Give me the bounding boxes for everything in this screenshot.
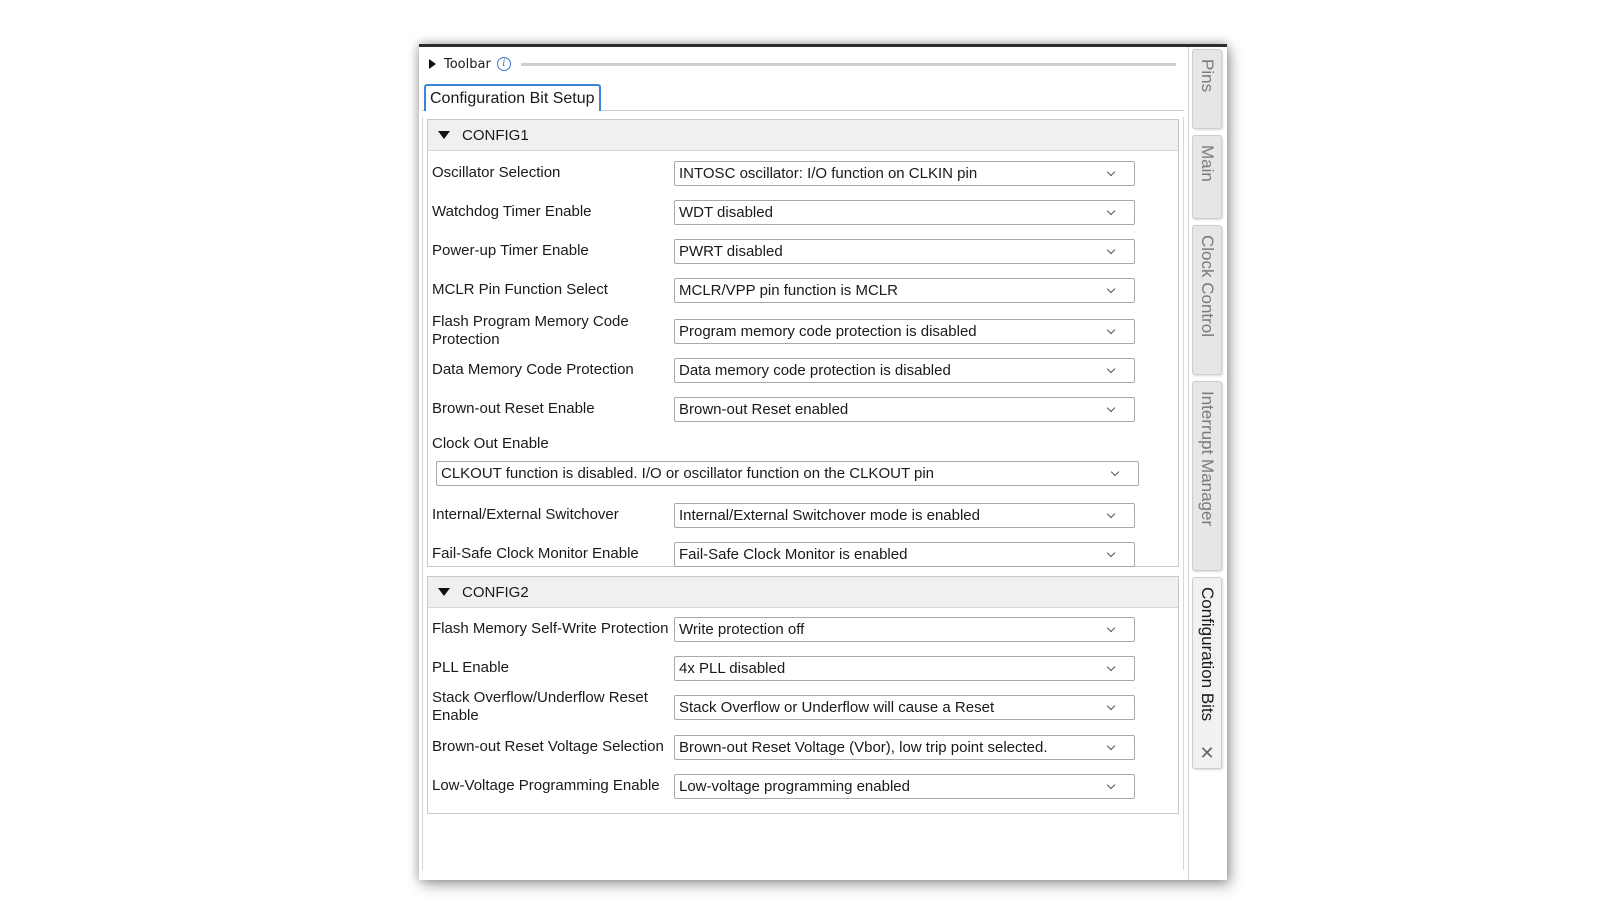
info-icon[interactable]: i [497, 57, 511, 71]
setting-label: Flash Program Memory Code Protection [432, 313, 629, 348]
chevron-down-icon [1107, 206, 1115, 214]
chevron-down-icon [1107, 245, 1115, 253]
oscillator-selection-dropdown[interactable] [674, 161, 1135, 186]
close-icon[interactable]: ✕ [1199, 743, 1215, 764]
setting-row [432, 392, 1174, 426]
dropdown-value: Brown-out Reset enabled [679, 400, 849, 418]
switchover-dropdown[interactable] [674, 503, 1135, 528]
settings-scroll-area [422, 117, 1184, 870]
side-tab-label: Pins [1198, 59, 1217, 93]
power-up-timer-dropdown[interactable] [674, 239, 1135, 264]
pll-enable-dropdown[interactable] [674, 656, 1135, 681]
tab-configuration-bit-setup[interactable]: Configuration Bit Setup [424, 84, 601, 111]
side-tab-interrupt-manager[interactable] [1192, 381, 1222, 571]
setting-label: Clock Out Enable [432, 435, 549, 452]
dropdown-value: Fail-Safe Clock Monitor is enabled [679, 545, 908, 563]
dropdown-value: WDT disabled [679, 203, 773, 221]
chevron-down-icon [1107, 623, 1115, 631]
low-voltage-programming-dropdown[interactable] [674, 774, 1135, 799]
chevron-down-icon [1107, 741, 1115, 749]
setting-row [432, 156, 1174, 190]
fail-safe-monitor-dropdown[interactable] [674, 542, 1135, 567]
setting-row [432, 498, 1174, 532]
setting-label: Brown-out Reset Voltage Selection [432, 738, 664, 755]
chevron-down-icon [1107, 701, 1115, 709]
setting-label: PLL Enable [432, 659, 510, 676]
setting-label: MCLR Pin Function Select [432, 281, 608, 298]
config1-section [427, 119, 1179, 567]
setting-label: Fail-Safe Clock Monitor Enable [432, 545, 639, 562]
dropdown-value: Data memory code protection is disabled [679, 361, 951, 379]
setting-label: Low-Voltage Programming Enable [432, 777, 660, 794]
config1-header[interactable] [428, 120, 1178, 151]
setting-label: Power-up Timer Enable [432, 242, 589, 259]
chevron-down-icon [1107, 167, 1115, 175]
dropdown-value: PWRT disabled [679, 242, 783, 260]
setting-row [432, 651, 1174, 685]
self-write-protection-dropdown[interactable] [674, 617, 1135, 642]
collapse-icon[interactable] [438, 131, 450, 139]
toolbar-toggle[interactable] [429, 54, 1184, 74]
dropdown-value: CLKOUT function is disabled. I/O or oscillator function on the CLKOUT pin [441, 465, 935, 482]
toolbar-label: Toolbar [444, 56, 491, 72]
side-tab-label: Configuration Bits [1198, 587, 1217, 722]
setting-row [432, 610, 1174, 648]
dropdown-value: Internal/External Switchover mode is enabled [679, 506, 980, 524]
chevron-down-icon [1107, 284, 1115, 292]
config2-title: CONFIG2 [462, 583, 529, 601]
side-tab-configuration-bits[interactable] [1192, 577, 1222, 769]
mclr-pin-dropdown[interactable] [674, 278, 1135, 303]
toolbar-divider [521, 63, 1176, 66]
side-tab-label: Main [1198, 145, 1217, 182]
dropdown-value: MCLR/VPP pin function is MCLR [679, 281, 898, 299]
chevron-down-icon [1107, 364, 1115, 372]
chevron-down-icon [1107, 325, 1115, 333]
data-code-protection-dropdown[interactable] [674, 358, 1135, 383]
dropdown-value: Program memory code protection is disabled [679, 322, 977, 340]
dropdown-value: INTOSC oscillator: I/O function on CLKIN pin [679, 164, 978, 182]
config1-title: CONFIG1 [462, 126, 529, 144]
brown-out-reset-dropdown[interactable] [674, 397, 1135, 422]
setting-label: Flash Memory Self-Write Protection [432, 620, 669, 637]
side-tab-clock-control[interactable] [1192, 225, 1222, 375]
setting-label: Oscillator Selection [432, 164, 561, 181]
setting-row [432, 537, 1174, 571]
setting-label: Brown-out Reset Enable [432, 400, 595, 417]
setting-label: Stack Overflow/Underflow Reset Enable [432, 689, 648, 724]
tab-strip [422, 83, 1184, 111]
mcc-window [419, 44, 1227, 880]
flash-code-protection-dropdown[interactable] [674, 319, 1135, 344]
chevron-down-icon [1107, 662, 1115, 670]
dropdown-value: 4x PLL disabled [679, 659, 786, 677]
setting-label: Internal/External Switchover [432, 506, 619, 523]
bor-voltage-dropdown[interactable] [674, 735, 1135, 760]
dropdown-value: Stack Overflow or Underflow will cause a Reset [679, 698, 995, 716]
watchdog-timer-dropdown[interactable] [674, 200, 1135, 225]
clock-out-dropdown[interactable] [436, 461, 1139, 486]
side-tab-bar [1189, 47, 1227, 880]
chevron-down-icon [1111, 468, 1119, 476]
side-tab-label: Clock Control [1198, 235, 1217, 338]
chevron-down-icon [1107, 780, 1115, 788]
setting-row [432, 769, 1174, 803]
setting-label: Data Memory Code Protection [432, 361, 634, 378]
config2-header[interactable] [428, 577, 1178, 608]
setting-row [432, 688, 1174, 726]
setting-row [432, 730, 1174, 764]
chevron-down-icon [1107, 509, 1115, 517]
content-pane [419, 47, 1189, 880]
stack-overflow-reset-dropdown[interactable] [674, 695, 1135, 720]
setting-row [432, 312, 1174, 350]
setting-row [432, 234, 1174, 268]
side-tab-pins[interactable] [1192, 49, 1222, 129]
side-tab-main[interactable] [1192, 135, 1222, 219]
setting-label: Watchdog Timer Enable [432, 203, 592, 220]
side-tab-label: Interrupt Manager [1198, 391, 1217, 527]
dropdown-value: Write protection off [679, 620, 805, 638]
expand-icon[interactable] [429, 59, 436, 69]
dropdown-value: Low-voltage programming enabled [679, 777, 910, 795]
setting-row [432, 273, 1174, 307]
chevron-down-icon [1107, 548, 1115, 556]
setting-row [432, 353, 1174, 387]
setting-row [432, 195, 1174, 229]
chevron-down-icon [1107, 403, 1115, 411]
config2-section [427, 576, 1179, 814]
collapse-icon[interactable] [438, 588, 450, 596]
dropdown-value: Brown-out Reset Voltage (Vbor), low trip point selected. [679, 738, 1048, 756]
